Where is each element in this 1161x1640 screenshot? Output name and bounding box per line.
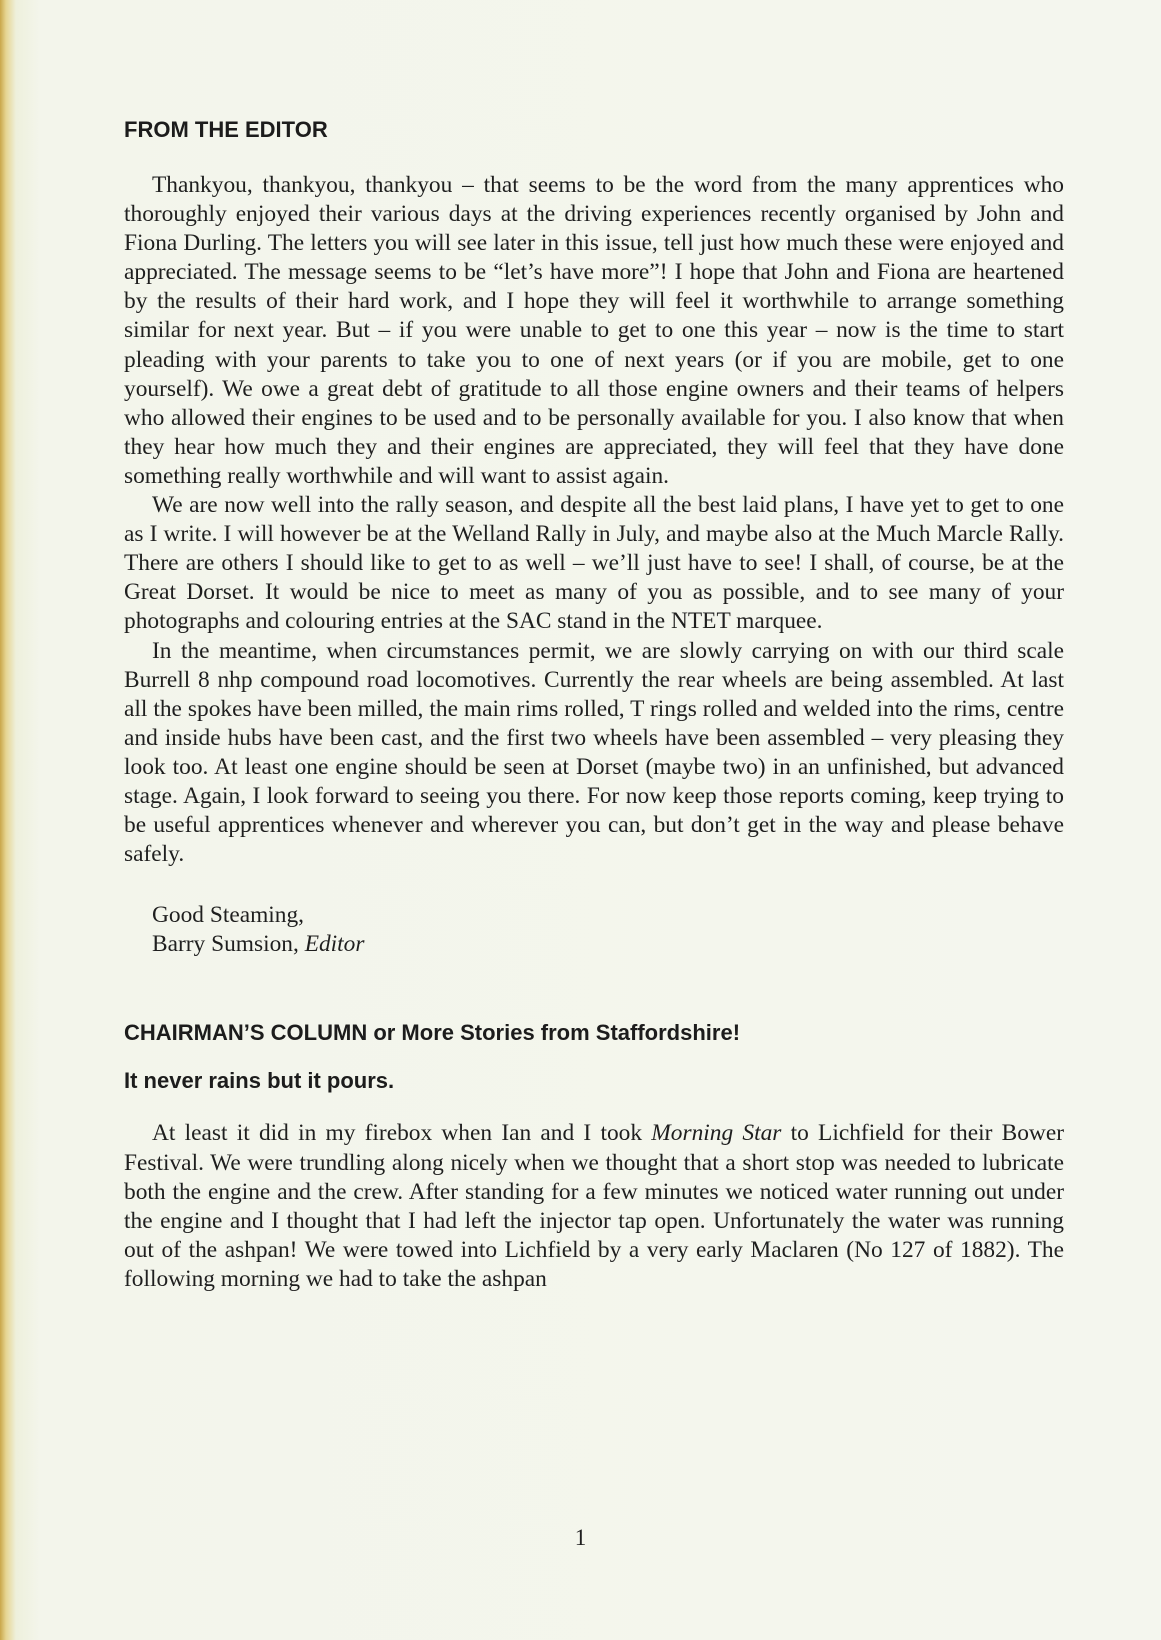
- editor-paragraph-2: We are now well into the rally season, and despite all the best laid plans, I have yet to get to one as I write. I will however be at the Welland Rally in July, and maybe also at the Much Marcle Rally. There are others I should like to get to as well – we’ll just have to see! I shall, of course, be at the Great Dorset. It would be nice to meet as many of you as possible, and to see many of your photographs and colouring entries at the SAC stand in the NTET marquee.: [124, 492, 1064, 635]
- page-number: 1: [574, 1525, 587, 1550]
- engine-name: Morning Star: [651, 1120, 782, 1147]
- signoff-line: Good Steaming,: [152, 902, 305, 929]
- chairman-paragraph-1-end: to Lichfield for their Bower Festival. We were trundling along nicely when we thought that a short stop was needed to lubricate both the engine and the crew. After standing for a few minutes we noticed water running out under the engine and I thought that I had left the injector tap open. Unfortunately the water was running out of the ashpan! We were towed into Lichfield by a very early Maclaren (No 127 of 1882). The following morning we had to take the ashpan: [124, 1120, 1064, 1292]
- editor-signoff-block: [152, 901, 1064, 959]
- editor-heading: FROM THE EDITOR: [124, 117, 328, 142]
- signature-line: [152, 930, 1064, 959]
- editor-paragraph-3: In the meantime, when circumstances permit, we are slowly carrying on with our third scale Burrell 8 nhp compound road locomotives. Currently the rear wheels are being assembled. At last all the spokes have been milled, the main rims rolled, T rings rolled and welded into the rims, centre and inside hubs have been cast, and the first two wheels have been assembled – very pleasing they look too. At least one engine should be seen at Dorset (maybe two) in an unfinished, but advanced stage. Again, I look forward to seeing you there. For now keep those reports coming, keep trying to be useful apprentices whenever and wherever you can, but don’t get in the way and please behave safely.: [124, 637, 1064, 868]
- page-content: [124, 116, 1064, 1294]
- chairman-subheading: It never rains but it pours.: [124, 1068, 395, 1094]
- signature-name: Barry Sumsion,: [152, 931, 305, 958]
- chairman-paragraph-1-start: At least it did in my firebox when Ian and I took: [152, 1120, 652, 1147]
- chairman-heading: CHAIRMAN’S COLUMN or More Stories from Staffordshire!: [124, 1020, 741, 1046]
- chairman-paragraph-1: [124, 1119, 1064, 1294]
- editor-paragraph-1: Thankyou, thankyou, thankyou – that seems to be the word from the many apprentices who thoroughly enjoyed their various days at the driving experiences recently organised by John and Fiona Durling. The letters you will see later in this issue, tell just how much these were enjoyed and appreciated. The message seems to be “let’s have more”! I hope that John and Fiona are heartened by the results of their hard work, and I hope they will feel it worthwhile to arrange something similar for next year. But – if you were unable to get to one this year – now is the time to start pleading with your parents to take you to one of next years (or if you are mobile, get to one yourself). We owe a great debt of gratitude to all those engine owners and their teams of helpers who allowed their engines to be used and to be personally available for you. I also know that when they hear how much they and their engines are appreciated, they will feel that they have done something really worthwhile and will want to assist again.: [124, 172, 1064, 489]
- signature-title: Editor: [304, 931, 365, 958]
